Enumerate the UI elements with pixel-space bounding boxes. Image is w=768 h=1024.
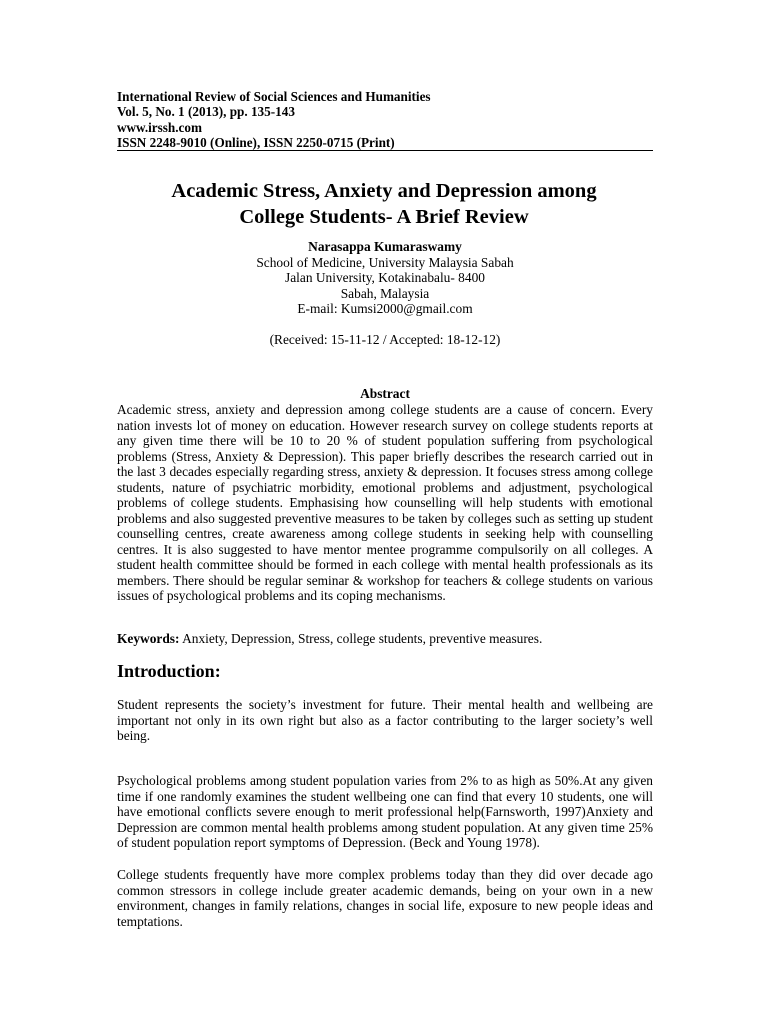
abstract-text: Academic stress, anxiety and depression among college students are a cause of concern. Every nation invests lot of money on education. However research survey on college students reports at any given time there will be 10 to 20 % of student population suffering from psychological problems (Stress, Anxiety & Depression). This paper briefly describes the research carried out in the last 3 decades especially regarding stress, anxiety & depression. It focuses stress among college students, nature of psychiatric morbidity, emotional problems and adjustment, psychological problems of college students. Emphasising how counselling will help students with emotional problems and also suggested preventive measures to be taken by colleges such as setting up student counselling centres, create awareness among college students in seeking help with counselling centres. It is also suggested to have mentor mentee programme compulsorily on all colleges. A student health committee should be formed in each college with mental health professionals as its members. There should be regular seminar & workshop for teachers & college students on various issues of psychological problems and its coping mechanisms.	[117, 402, 653, 603]
title-line-1: Academic Stress, Anxiety and Depression among	[171, 180, 597, 202]
keywords-text: Anxiety, Depression, Stress, college students, preventive measures.	[179, 631, 543, 646]
introduction-heading: Introduction:	[117, 661, 221, 681]
intro-paragraph-3: College students frequently have more complex problems today than they did over decade ago common stressors in college include greater academic demands, being on your own in a new environment, changes in family relations, changes in social life, exposure to new people ideas and temptations.	[117, 867, 653, 929]
keywords	[117, 631, 653, 647]
journal-volume: Vol. 5, No. 1 (2013), pp. 135-143	[117, 104, 295, 120]
author-address-1: Jalan University, Kotakinabalu- 8400	[285, 270, 485, 286]
author-address-2: Sabah, Malaysia	[340, 285, 430, 301]
journal-issn: ISSN 2248-9010 (Online), ISSN 2250-0715 (Print)	[117, 134, 395, 150]
journal-header	[117, 89, 653, 150]
abstract-heading: Abstract	[360, 386, 410, 401]
author-affiliation: School of Medicine, University Malaysia Sabah	[256, 254, 514, 270]
keywords-label: Keywords:	[117, 631, 180, 646]
title-line-2: College Students- A Brief Review	[239, 206, 529, 228]
journal-name: International Review of Social Sciences and Humanities	[117, 89, 431, 104]
header-divider	[117, 150, 653, 151]
intro-paragraph-1: Student represents the society’s investment for future. Their mental health and wellbeing are important not only in its own right but also as a factor contributing to the larger society’s well being.	[117, 697, 653, 744]
author-block	[117, 239, 653, 317]
author-name: Narasappa Kumaraswamy	[308, 239, 462, 254]
paper-title	[100, 178, 668, 230]
journal-website: www.irssh.com	[117, 119, 202, 135]
author-email: E-mail: Kumsi2000@gmail.com	[297, 301, 473, 317]
intro-paragraph-2: Psychological problems among student population varies from 2% to as high as 50%.At any given time if one randomly examines the student wellbeing one can find that every 10 students, one will have emotional conflicts severe enough to merit professional help(Farnsworth, 1997)Anxiety and Depression are common mental health problems among student population. At any given time 25% of student population report symptoms of Depression. (Beck and Young 1978).	[117, 773, 653, 851]
received-dates: (Received: 15-11-12 / Accepted: 18-12-12)	[269, 332, 501, 347]
